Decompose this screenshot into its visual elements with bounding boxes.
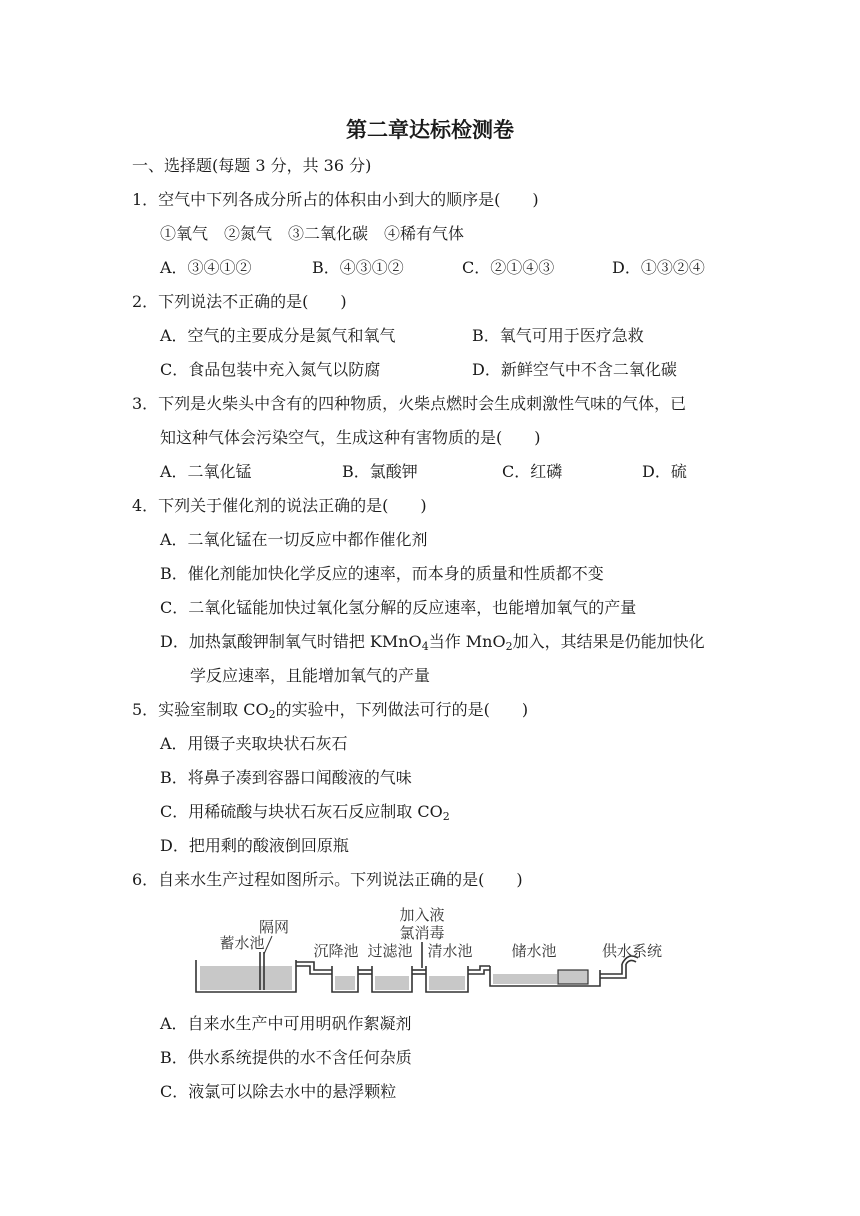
question-4-stem: 4．下列关于催化剂的说法正确的是( ) — [132, 496, 427, 515]
question-2-stem: 2．下列说法不正确的是( ) — [132, 292, 347, 311]
question-1-option-c: C．②①④③ — [462, 258, 555, 277]
question-6-option-a: A．自来水生产中可用明矾作絮凝剂 — [160, 1014, 412, 1033]
question-6-option-b: B．供水系统提供的水不含任何杂质 — [160, 1048, 412, 1067]
question-5-option-d: D．把用剩的酸液倒回原瓶 — [160, 836, 349, 855]
question-1-option-d: D．①③②④ — [612, 258, 705, 277]
question-3-option-d: D．硫 — [642, 462, 687, 481]
question-3-stem-line2: 知这种气体会污染空气，生成这种有害物质的是( ) — [160, 428, 541, 447]
question-1-stem: 1．空气中下列各成分所占的体积由小到大的顺序是( ) — [132, 190, 539, 209]
diagram-label-settling: 沉降池 — [313, 942, 359, 960]
diagram-label-chlorine-2: 氯消毒 — [399, 924, 445, 942]
question-2-option-c: C．食品包装中充入氮气以防腐 — [160, 360, 381, 379]
diagram-label-filter: 过滤池 — [367, 942, 413, 960]
question-2-option-b: B．氧气可用于医疗急救 — [472, 326, 644, 345]
page-title: 第二章达标检测卷 — [346, 118, 514, 142]
question-5-option-a: A．用镊子夹取块状石灰石 — [160, 734, 348, 753]
diagram-label-chlorine-1: 加入液 — [399, 906, 445, 924]
question-4-option-d-line2: 学反应速率，且能增加氧气的产量 — [190, 666, 431, 685]
question-5-stem: 5．实验室制取 $CO_2$的实验中，下列做法可行的是( ) — [132, 700, 529, 721]
question-4-option-c: C．二氧化锰能加快过氧化氢分解的反应速率，也能增加氧气的产量 — [160, 598, 637, 617]
question-5-option-c: C．用稀硫酸与块状石灰石反应制取 $CO_2$ — [160, 802, 450, 823]
question-4-option-b: B．催化剂能加快化学反应的速率，而本身的质量和性质都不变 — [160, 564, 604, 583]
question-4-option-d-line1: D．加热氯酸钾制氧气时错把 KMnO$_4$当作 MnO$_2$加入，其结果是仍能加快化 — [160, 632, 705, 653]
question-3-option-c: C．红磷 — [502, 462, 563, 481]
question-4-option-a: A．二氧化锰在一切反应中都作催化剂 — [160, 530, 428, 549]
question-1-items: ①氧气 ②氮气 ③二氧化碳 ④稀有气体 — [160, 224, 465, 243]
question-1-option-a: A．③④①② — [160, 258, 252, 277]
question-6-option-c: C．液氯可以除去水中的悬浮颗粒 — [160, 1082, 397, 1101]
water-treatment-diagram — [190, 900, 670, 1000]
diagram-label-supply: 供水系统 — [601, 942, 663, 960]
diagram-label-reservoir: 蓄水池 — [219, 934, 265, 952]
question-2-option-a: A．空气的主要成分是氮气和氧气 — [160, 326, 396, 345]
question-3-option-b: B．氯酸钾 — [342, 462, 418, 481]
question-6-stem: 6．自来水生产过程如图所示。下列说法正确的是( ) — [132, 870, 523, 889]
question-3-stem-line1: 3．下列是火柴头中含有的四种物质，火柴点燃时会生成刺激性气味的气体，已 — [132, 394, 687, 413]
diagram-label-screen: 隔网 — [258, 918, 290, 936]
question-5-option-b: B．将鼻子凑到容器口闻酸液的气味 — [160, 768, 412, 787]
section-heading: 一、选择题(每题 3 分，共 36 分) — [132, 156, 372, 175]
diagram-label-storage: 储水池 — [511, 942, 557, 960]
diagram-label-clear-water: 清水池 — [427, 942, 473, 960]
question-2-option-d: D．新鲜空气中不含二氧化碳 — [472, 360, 677, 379]
question-1-option-b: B．④③①② — [312, 258, 404, 277]
question-3-option-a: A．二氧化锰 — [160, 462, 252, 481]
